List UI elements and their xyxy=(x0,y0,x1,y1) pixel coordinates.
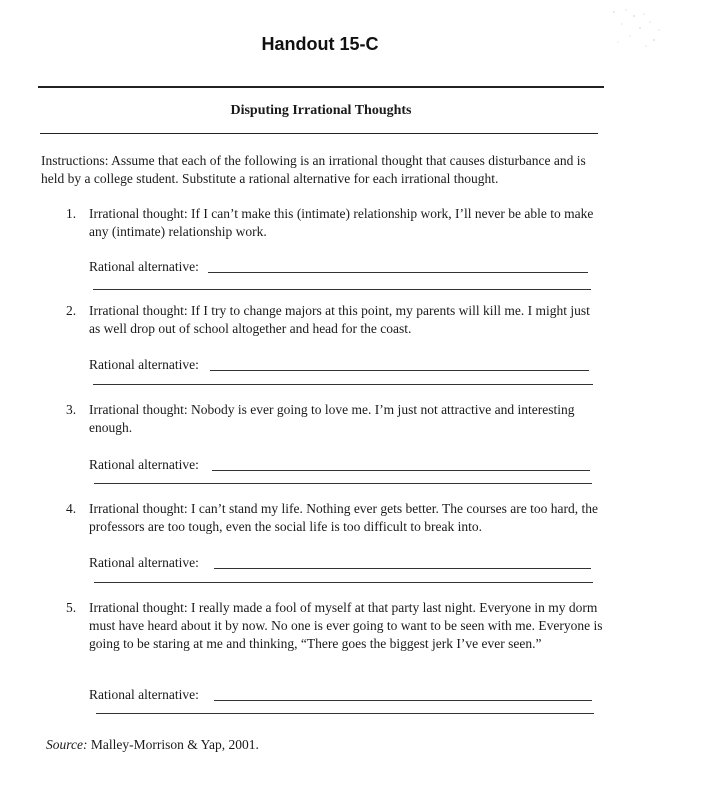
rational-alternative-label: Rational alternative: xyxy=(89,687,199,702)
item-number: 5. xyxy=(66,600,77,615)
irrational-thought-text: Irrational thought: Nobody is ever going to love me. I’m just not attractive and interesting enough. xyxy=(89,402,575,435)
item-number: 2. xyxy=(66,303,77,318)
item-number: 3. xyxy=(66,402,77,417)
answer-line-5a[interactable] xyxy=(214,700,592,701)
rational-alternative-label: Rational alternative: xyxy=(89,259,199,274)
item-number: 4. xyxy=(66,501,77,516)
source-text: Malley-Morrison & Yap, 2001. xyxy=(90,737,259,752)
answer-line-1b[interactable] xyxy=(93,289,591,290)
answer-line-4b[interactable] xyxy=(94,582,593,583)
rational-alternative-label: Rational alternative: xyxy=(89,555,199,570)
answer-line-1a[interactable] xyxy=(208,272,588,273)
answer-line-5b[interactable] xyxy=(96,713,594,714)
rational-alternative-label: Rational alternative: xyxy=(89,357,199,372)
rational-alternative-label: Rational alternative: xyxy=(89,457,199,472)
item-number: 1. xyxy=(66,206,77,221)
answer-line-2a[interactable] xyxy=(210,370,589,371)
answer-line-2b[interactable] xyxy=(93,384,593,385)
irrational-thought-text: Irrational thought: If I can’t make this (intimate) relationship work, I’ll never be able to make any (intimate) relationship work. xyxy=(89,206,594,239)
source-citation xyxy=(46,737,259,753)
worksheet-subtitle: Disputing Irrational Thoughts xyxy=(230,103,412,118)
irrational-thought-text: Irrational thought: I can’t stand my life. Nothing ever gets better. The courses are too hard, the professors are too tough, even the social life is too difficult to break into. xyxy=(89,501,598,534)
source-label: Source: xyxy=(46,737,88,752)
title-divider xyxy=(38,86,604,88)
instructions-text: Instructions: Assume that each of the following is an irrational thought that causes disturbance and is held by a college student. Substitute a rational alternative for each irrational thought. xyxy=(41,153,586,186)
subtitle-divider xyxy=(40,133,598,134)
irrational-thought-text: Irrational thought: I really made a fool of myself at that party last night. Everyone in my dorm must have heard about it by now. No one is ever going to want to be seen with me. Everyone is going to be staring at me and thinking, “There goes the biggest jerk I’ve ever seen.” xyxy=(89,600,603,651)
irrational-thought-text: Irrational thought: If I try to change majors at this point, my parents will kill me. I might just as well drop out of school altogether and head for the coast. xyxy=(89,303,590,336)
answer-line-3a[interactable] xyxy=(212,470,590,471)
answer-line-3b[interactable] xyxy=(94,483,592,484)
answer-line-4a[interactable] xyxy=(214,568,591,569)
handout-title: Handout 15-C xyxy=(261,34,379,54)
